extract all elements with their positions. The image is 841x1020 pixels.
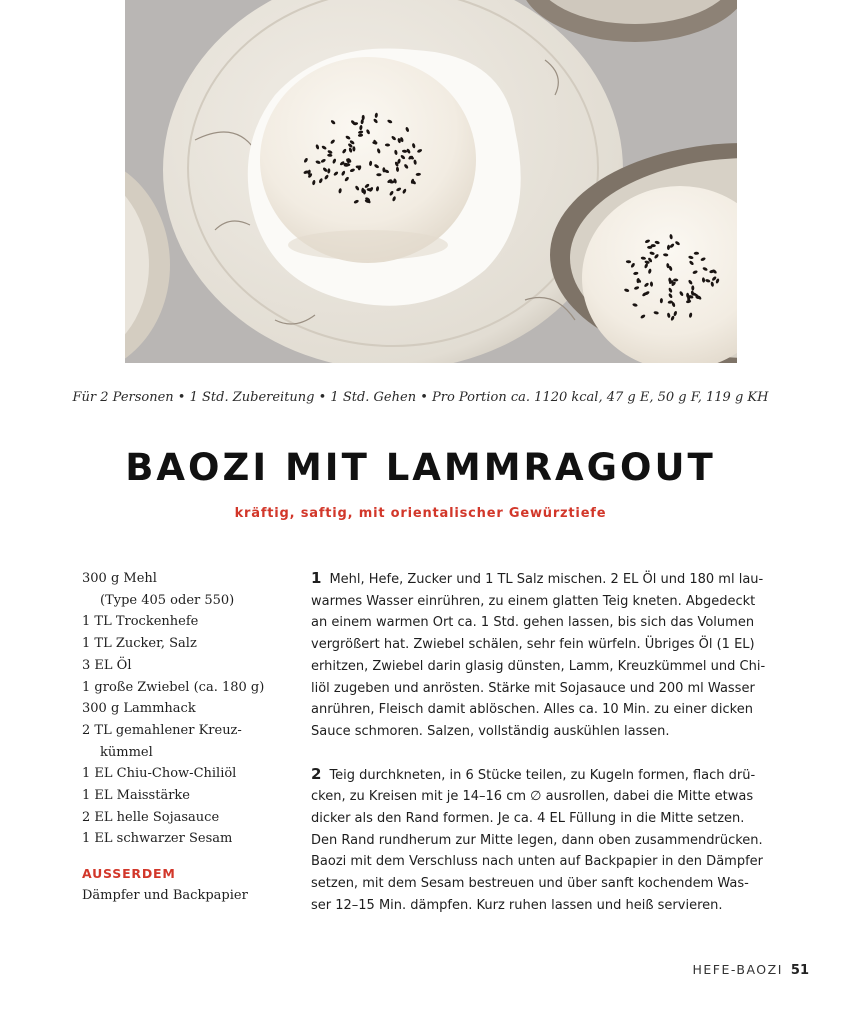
- ingredient-item: (Type 405 oder 550): [100, 592, 235, 608]
- step-line: anrühren, Fleisch damit ablöschen. Alles ca. 10 Min. zu einer dicken: [311, 702, 753, 718]
- ingredient-item: 1 TL Trockenhefe: [82, 614, 199, 630]
- ingredient-item: kümmel: [100, 744, 153, 760]
- recipe-photo: [125, 0, 737, 363]
- ingredient-item: 3 EL Öl: [82, 657, 132, 673]
- step-number: 1: [311, 569, 322, 587]
- footer-section: HEFE-BAOZI: [692, 962, 783, 977]
- recipe-subtitle: kräftig, saftig, mit orientalischer Gewürztiefe: [234, 506, 607, 521]
- step-1: [311, 568, 786, 743]
- step-line: Baozi mit dem Verschluss nach unten auf Backpapier in den Dämpfer: [311, 854, 763, 870]
- page-footer: [692, 962, 809, 978]
- step-line: liöl zugeben und anrösten. Stärke mit Sojasauce und 200 ml Wasser: [311, 680, 755, 696]
- ingredient-item: 1 TL Zucker, Salz: [82, 636, 197, 652]
- ingredients-list: [82, 568, 292, 907]
- step-line: warmes Wasser einrühren, zu einem glatten Teig kneten. Abgedeckt: [311, 593, 756, 609]
- step-line: Sauce schmoren. Salzen, vollständig auskühlen lassen.: [311, 723, 670, 739]
- step-line: ser 12–15 Min. dämpfen. Kurz ruhen lassen und heiß servieren.: [311, 897, 723, 913]
- step-2: [311, 764, 786, 917]
- ingredient-item: 2 TL gemahlener Kreuz-: [82, 722, 242, 738]
- step-line: dicker als den Rand formen. Je ca. 4 EL Füllung in die Mitte setzen.: [311, 811, 745, 827]
- page-number: 51: [790, 963, 809, 978]
- extra-heading: AUSSERDEM: [82, 866, 176, 882]
- ingredient-item: 1 EL Chiu-Chow-Chiliöl: [82, 766, 237, 782]
- step-line: Den Rand rundherum zur Mitte legen, dann oben zusammendrücken.: [311, 832, 763, 848]
- step-line: setzen, mit dem Sesam bestreuen und über sanft kochendem Was-: [311, 876, 749, 892]
- step-line: Teig durchkneten, in 6 Stücke teilen, zu Kugeln formen, flach drü-: [329, 767, 756, 783]
- step-line: erhitzen, Zwiebel darin glasig dünsten, Lamm, Kreuzkümmel und Chi-: [311, 658, 766, 674]
- extra-text: Dämpfer und Backpapier: [82, 887, 248, 903]
- step-line: an einem warmen Ort ca. 1 Std. gehen lassen, bis sich das Volumen: [311, 615, 755, 631]
- step-number: 2: [311, 764, 322, 783]
- ingredient-item: 300 g Mehl: [82, 571, 157, 586]
- ingredient-item: 1 EL schwarzer Sesam: [82, 831, 233, 847]
- ingredient-item: 2 EL helle Sojasauce: [82, 809, 220, 825]
- step-line: Mehl, Hefe, Zucker und 1 TL Salz mischen. 2 EL Öl und 180 ml lau-: [329, 572, 764, 587]
- recipe-title: BAOZI MIT LAMMRAGOUT: [125, 446, 716, 489]
- ingredient-item: 300 g Lammhack: [82, 701, 196, 717]
- ingredient-item: 1 EL Maisstärke: [82, 788, 190, 804]
- step-line: cken, zu Kreisen mit je 14–16 cm ∅ ausrollen, dabei die Mitte etwas: [311, 789, 754, 805]
- ingredient-item: 1 große Zwiebel (ca. 180 g): [82, 679, 265, 695]
- recipe-meta: Für 2 Personen • 1 Std. Zubereitung • 1 Std. Gehen • Pro Portion ca. 1120 kcal, 47 g E, 50 g F, 119 g KH: [72, 390, 769, 405]
- step-line: vergrößert hat. Zwiebel schälen, sehr fein würfeln. Übriges Öl (1 EL): [311, 637, 755, 653]
- steps: [311, 568, 786, 917]
